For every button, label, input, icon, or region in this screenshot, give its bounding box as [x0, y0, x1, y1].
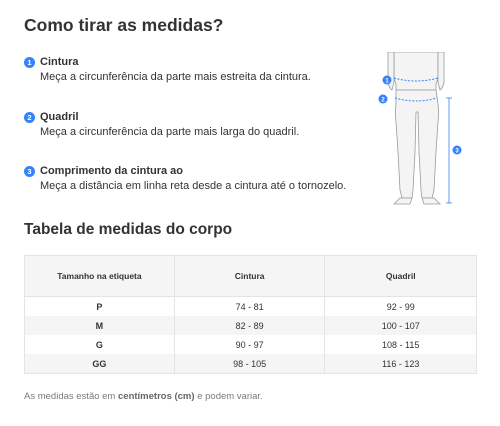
step-number-badge: 1: [24, 57, 35, 68]
column-header-waist: Cintura: [174, 256, 325, 297]
step-title: Cintura: [40, 56, 79, 68]
units-note-suffix: e podem variar.: [194, 391, 263, 402]
size-cell: M: [25, 316, 175, 335]
waist-cell: 82 - 89: [174, 316, 325, 335]
table-title: Tabela de medidas do corpo: [24, 221, 233, 238]
size-cell: GG: [25, 354, 175, 374]
hip-cell: 100 - 107: [325, 316, 477, 335]
step-title: Quadril: [40, 111, 79, 123]
page-title: Como tirar as medidas?: [24, 15, 224, 35]
hip-cell: 92 - 99: [325, 297, 477, 317]
step-description: Meça a circunferência da parte mais estreita da cintura.: [40, 71, 311, 83]
table-row: [25, 335, 477, 354]
figure-marker: 2: [381, 97, 385, 104]
figure-marker: 1: [385, 78, 389, 85]
column-header-hip: Quadril: [325, 256, 477, 297]
table-row: [25, 316, 477, 335]
waist-cell: 74 - 81: [174, 297, 325, 317]
units-note-unit: centímetros (cm): [118, 391, 195, 402]
step-number-badge: 3: [24, 166, 35, 177]
size-cell: P: [25, 297, 175, 317]
step-number-badge: 2: [24, 112, 35, 123]
hip-cell: 116 - 123: [325, 354, 477, 374]
waist-cell: 90 - 97: [174, 335, 325, 354]
size-cell: G: [25, 335, 175, 354]
table-header-row: [25, 256, 477, 297]
table-row: [25, 354, 477, 374]
step-description: Meça a circunferência da parte mais larga do quadril.: [40, 126, 300, 138]
size-table: [24, 255, 477, 374]
body-measurement-figure-icon: [372, 52, 472, 212]
waist-cell: 98 - 105: [174, 354, 325, 374]
step-description: Meça a distância em linha reta desde a cintura até o tornozelo.: [40, 180, 347, 192]
units-note: [24, 391, 263, 402]
table-row: [25, 297, 477, 317]
hip-cell: 108 - 115: [325, 335, 477, 354]
column-header-size: Tamanho na etiqueta: [25, 256, 175, 297]
figure-marker: 3: [455, 148, 459, 155]
units-note-prefix: As medidas estão em: [24, 391, 118, 402]
step-title: Comprimento da cintura ao: [40, 165, 184, 177]
